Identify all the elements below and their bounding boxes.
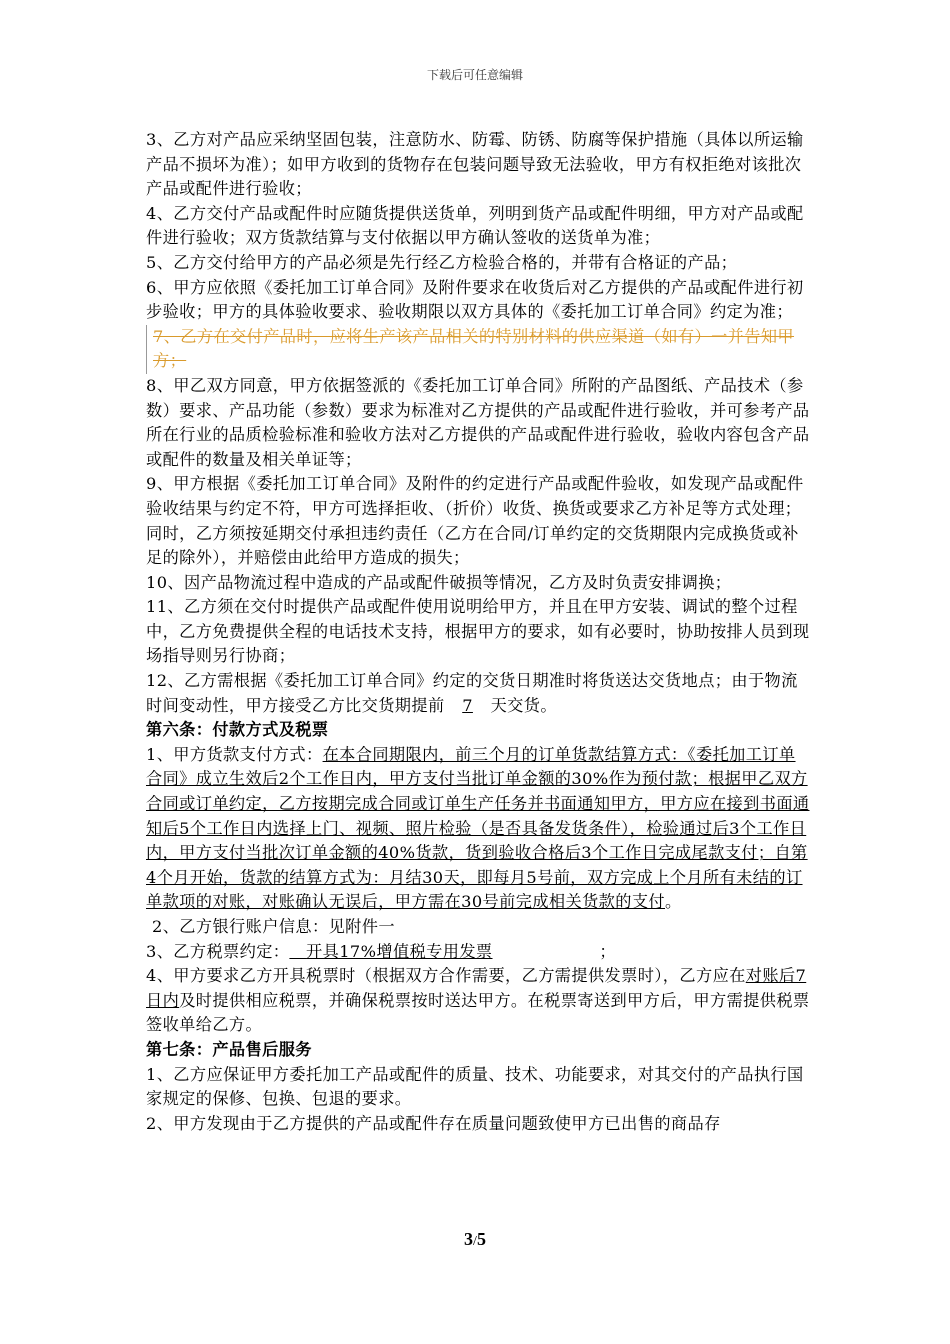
document-body — [146, 128, 812, 1136]
invoice-text: 4、甲方要求乙方开具税票时（根据双方合作需要，乙方需提供发票时），乙方应在 — [146, 966, 746, 986]
clause-10: 10、因产品物流过程中造成的产品或配件破损等情况，乙方及时负责安排调换； — [146, 572, 732, 592]
tax-value-text: 开具17%增值税专用发票 — [306, 941, 493, 961]
section-6-item-3 — [146, 940, 812, 965]
page-number — [0, 1229, 950, 1250]
advance-days-value: 7 — [462, 695, 473, 715]
invoice-deadline: 对账后7日内 — [146, 966, 807, 1010]
clause-11: 11、乙方须在交付时提供产品或配件使用说明给甲方，并且在甲方安装、调试的整个过程中，乙方免费提供全程的电话技术支持，根据甲方的要求，如有必要时，协助按排人员到现场指导则另行协商； — [146, 597, 810, 666]
section-7-item-1: 1、乙方应保证甲方委托加工产品或配件的质量、技术、功能要求，对其交付的产品执行国家规定的保修、包换、包退的要求。 — [146, 1064, 804, 1109]
invoice-text-rest: 及时提供相应税票，并确保税票按时送达甲方。在税票寄送到甲方后，甲方需提供税票签收单给乙方。 — [146, 990, 810, 1035]
clause-12-suffix: 天交货。 — [490, 695, 557, 715]
clause-5: 5、乙方交付给甲方的产品必须是先行经乙方检验合格的，并带有合格证的产品； — [146, 252, 738, 272]
section-6-item-1 — [146, 743, 812, 915]
clause-9: 9、甲方根据《委托加工订单合同》及附件的约定进行产品或配件验收，如发现产品或配件验收结果与约定不符，甲方可选择拒收、（折价）收货、换货或要求乙方补足等方式处理；同时，乙方须按延期交付承担违约责任（乙方在合同/订单约定的交货期限内完成换货或补足的除外），并赔偿由此给甲方造成的损失； — [146, 474, 804, 568]
payment-suffix: 。 — [665, 892, 682, 912]
section-7-heading: 第七条：产品售后服务 — [146, 1039, 312, 1059]
page-separator: / — [473, 1234, 477, 1249]
page-current: 3 — [464, 1229, 474, 1249]
clause-6: 6、甲方应依照《委托加工订单合同》及附件要求在收货后对乙方提供的产品或配件进行初步验收；甲方的具体验收要求、验收期限以双方具体的《委托加工订单合同》约定为准； — [146, 277, 804, 322]
section-7-item-2: 2、甲方发现由于乙方提供的产品或配件存在质量问题致使甲方已出售的商品存 — [146, 1113, 721, 1133]
clause-12 — [146, 669, 812, 718]
clause-8: 8、甲乙双方同意，甲方依据签派的《委托加工订单合同》所附的产品图纸、产品技术（参数）要求、产品功能（参数）要求为标准对乙方提供的产品或配件进行验收，并可参考产品所在行业的品质检验标准和验收方法对乙方提供的产品或配件进行验收，验收内容包含产品或配件的数量及相关单证等； — [146, 375, 810, 469]
tax-value — [289, 940, 599, 965]
payment-label: 1、甲方货款支付方式： — [146, 744, 323, 764]
clause-4: 4、乙方交付产品或配件时应随货提供送货单，列明到货产品或配件明细，甲方对产品或配件进行验收；双方货款结算与支付依据以甲方确认签收的送货单为准； — [146, 203, 804, 248]
clause-12-text: 12、乙方需根据《委托加工订单合同》约定的交货日期准时将货送达交货地点；由于物流时间变动性，甲方接受乙方比交货期提前 — [146, 671, 798, 715]
tax-label: 3、乙方税票约定： — [146, 941, 290, 961]
tax-suffix: ； — [599, 941, 616, 961]
page-total: 5 — [476, 1229, 486, 1249]
section-6-heading: 第六条：付款方式及税票 — [146, 720, 329, 740]
clause-7-deleted: 7、乙方在交付产品时，应将生产该产品相关的特别材料的供应渠道（如有）一并告知甲方； — [146, 325, 812, 374]
section-6-item-2: 2、乙方银行账户信息：见附件一 — [152, 917, 395, 936]
page-header: 下载后可任意编辑 — [426, 68, 523, 82]
payment-terms: 在本合同期限内，前三个月的订单货款结算方式：《委托加工订单合同》成立生效后2个工作日内，甲方支付当批订单金额的30%作为预付款；根据甲乙双方合同或订单约定，乙方按期完成合同或订单生产任务并书面通知甲方，甲方应在接到书面通知后5个工作日内选择上门、视频、照片检验（是否具备发货条件），检验通过后3个工作日内，甲方支付当批次订单金额的40%货款，货到验收合格后3个工作日完成尾款支付；自第4个月开始，货款的结算方式为：月结30天，即每月5号前，双方完成上个月所有未结的订单款项的对账，对账确认无误后，甲方需在30号前完成相关货款的支付 — [146, 744, 810, 912]
clause-3: 3、乙方对产品应采纳坚固包装，注意防水、防霉、防锈、防腐等保护措施（具体以所运输产品不损坏为准）；如甲方收到的货物存在包装问题导致无法验收，甲方有权拒绝对该批次产品或配件进行验收； — [146, 130, 804, 199]
section-6-item-4 — [146, 964, 812, 1038]
